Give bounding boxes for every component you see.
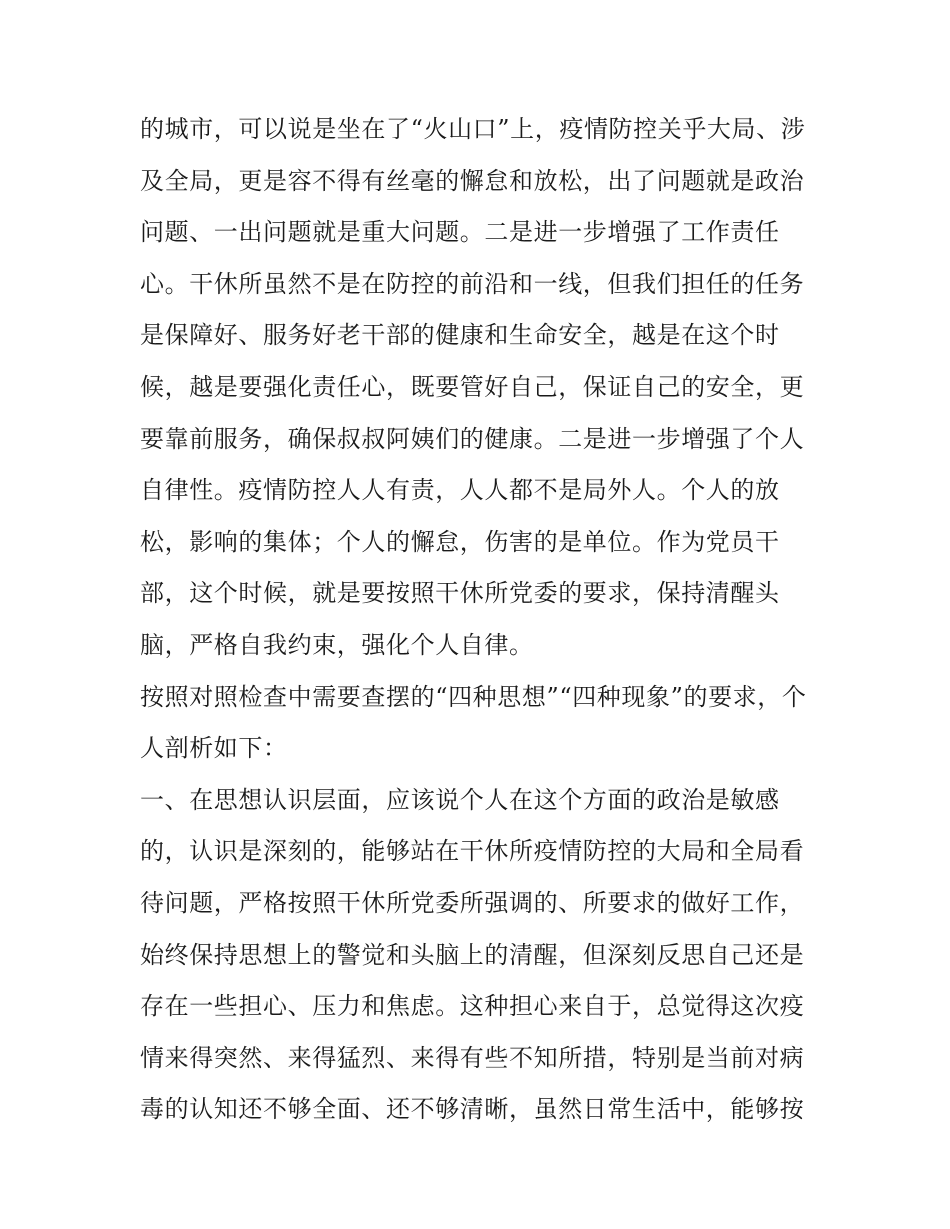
text-line: 及全局，更是容不得有丝毫的懈怠和放松，出了问题就是政治 xyxy=(140,166,805,195)
text-line: 心。干休所虽然不是在防控的前沿和一线，但我们担任的任务 xyxy=(140,269,805,298)
text-line: 一、在思想认识层面，应该说个人在这个方面的政治是敏感 xyxy=(140,785,780,814)
text-line: 脑，严格自我约束，强化个人自律。 xyxy=(140,630,534,659)
text-line: 松，影响的集体；个人的懈怠，伤害的是单位。作为党员干 xyxy=(140,527,780,556)
text-line: 是保障好、服务好老干部的健康和生命安全，越是在这个时 xyxy=(140,321,780,350)
text-line: 待问题，严格按照干休所党委所强调的、所要求的做好工作， xyxy=(140,888,805,917)
text-line: 问题、一出问题就是重大问题。二是进一步增强了工作责任 xyxy=(140,218,780,247)
text-line: 按照对照检查中需要查摆的“四种思想”“四种现象”的要求，个 xyxy=(140,682,807,711)
text-line: 自律性。疫情防控人人有责，人人都不是局外人。个人的放 xyxy=(140,476,780,505)
text-line: 要靠前服务，确保叔叔阿姨们的健康。二是进一步增强了个人 xyxy=(140,424,805,453)
text-line: 毒的认知还不够全面、还不够清晰，虽然日常生活中，能够按 xyxy=(140,1095,805,1124)
text-line: 存在一些担心、压力和焦虑。这种担心来自于，总觉得这次疫 xyxy=(140,992,805,1021)
text-line: 部，这个时候，就是要按照干休所党委的要求，保持清醒头 xyxy=(140,579,780,608)
text-line: 始终保持思想上的警觉和头脑上的清醒，但深刻反思自己还是 xyxy=(140,940,805,969)
text-line: 人剖析如下： xyxy=(140,734,288,763)
text-line: 候，越是要强化责任心，既要管好自己，保证自己的安全，更 xyxy=(140,372,805,401)
text-line: 情来得突然、来得猛烈、来得有些不知所措，特别是当前对病 xyxy=(140,1043,805,1072)
text-line: 的，认识是深刻的，能够站在干休所疫情防控的大局和全局看 xyxy=(140,837,805,866)
text-line: 的城市，可以说是坐在了“火山口”上，疫情防控关乎大局、涉 xyxy=(140,115,806,143)
document-body xyxy=(140,104,820,1136)
